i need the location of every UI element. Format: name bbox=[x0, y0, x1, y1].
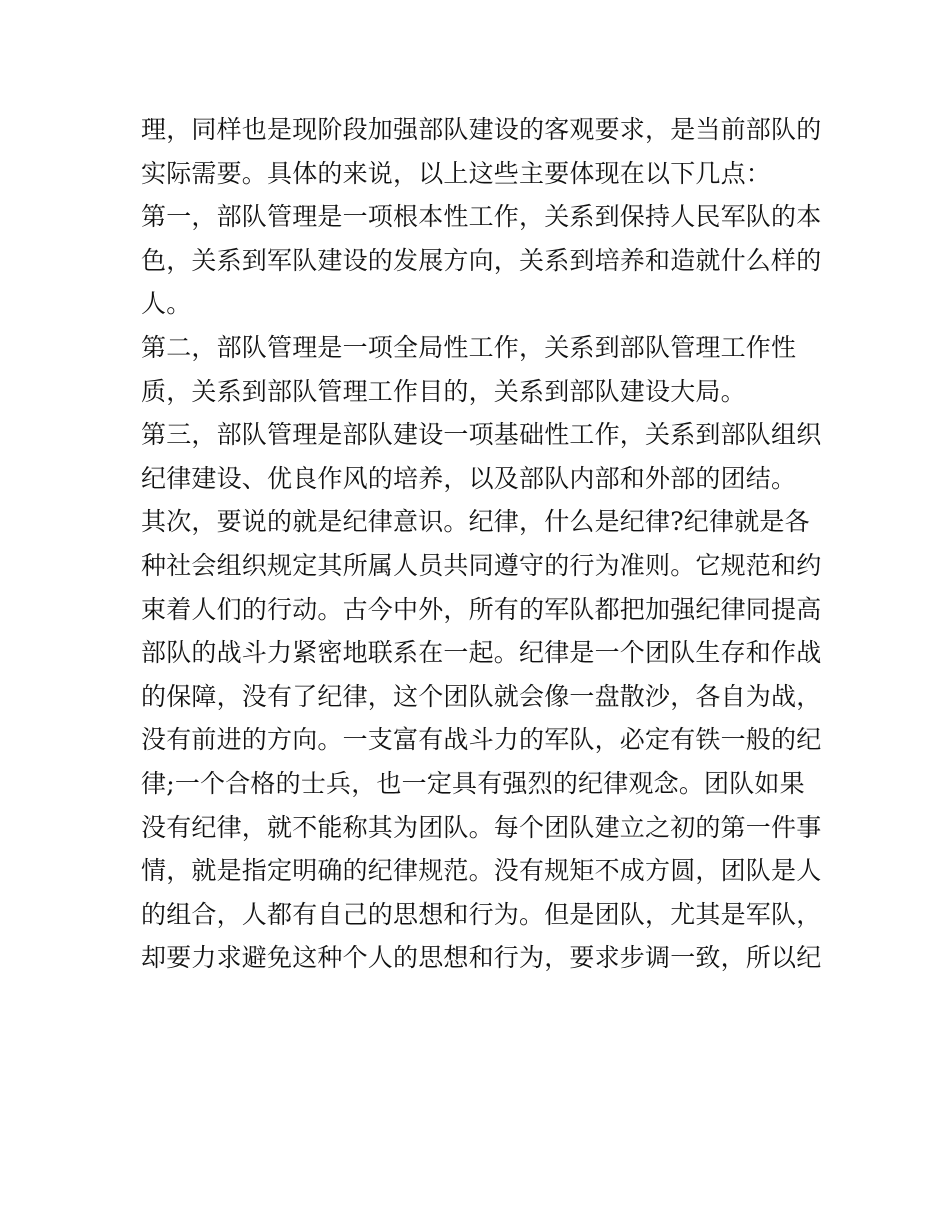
text-line: 实际需要。具体的来说，以上这些主要体现在以下几点： bbox=[141, 158, 772, 188]
text-line: 没有前进的方向。一支富有战斗力的军队，必定有铁一般的纪 bbox=[141, 725, 822, 755]
text-line: 第三，部队管理是部队建设一项基础性工作，关系到部队组织 bbox=[141, 420, 822, 450]
text-line: 没有纪律，就不能称其为团队。每个团队建立之初的第一件事 bbox=[141, 812, 822, 842]
text-line: 人。 bbox=[141, 289, 192, 319]
text-line: 第二，部队管理是一项全局性工作，关系到部队管理工作性 bbox=[141, 332, 797, 362]
text-line: 束着人们的行动。古今中外，所有的军队都把加强纪律同提高 bbox=[141, 594, 822, 624]
text-line: 理，同样也是现阶段加强部队建设的客观要求，是当前部队的 bbox=[141, 115, 822, 144]
text-line: 种社会组织规定其所属人员共同遵守的行为准则。它规范和约 bbox=[141, 550, 822, 580]
text-line: 第一，部队管理是一项根本性工作，关系到保持人民军队的本 bbox=[141, 202, 822, 232]
text-line: 色，关系到军队建设的发展方向，关系到培养和造就什么样的 bbox=[141, 245, 822, 275]
text-line: 的保障，没有了纪律，这个团队就会像一盘散沙，各自为战， bbox=[141, 681, 822, 711]
text-line: 的组合，人都有自己的思想和行为。但是团队，尤其是军队， bbox=[141, 899, 822, 929]
text-line: 纪律建设、优良作风的培养，以及部队内部和外部的团结。 bbox=[141, 463, 797, 493]
text-line: 其次，要说的就是纪律意识。纪律，什么是纪律?纪律就是各 bbox=[141, 507, 810, 537]
text-line: 律;一个合格的士兵，也一定具有强烈的纪律观念。团队如果 bbox=[141, 768, 805, 798]
text-line: 部队的战斗力紧密地联系在一起。纪律是一个团队生存和作战 bbox=[141, 638, 822, 668]
body-text bbox=[141, 108, 821, 980]
text-line: 情，就是指定明确的纪律规范。没有规矩不成方圆，团队是人 bbox=[141, 856, 822, 886]
text-line: 质，关系到部队管理工作目的，关系到部队建设大局。 bbox=[141, 376, 746, 406]
text-line: 却要力求避免这种个人的思想和行为，要求步调一致，所以纪 bbox=[141, 943, 822, 973]
